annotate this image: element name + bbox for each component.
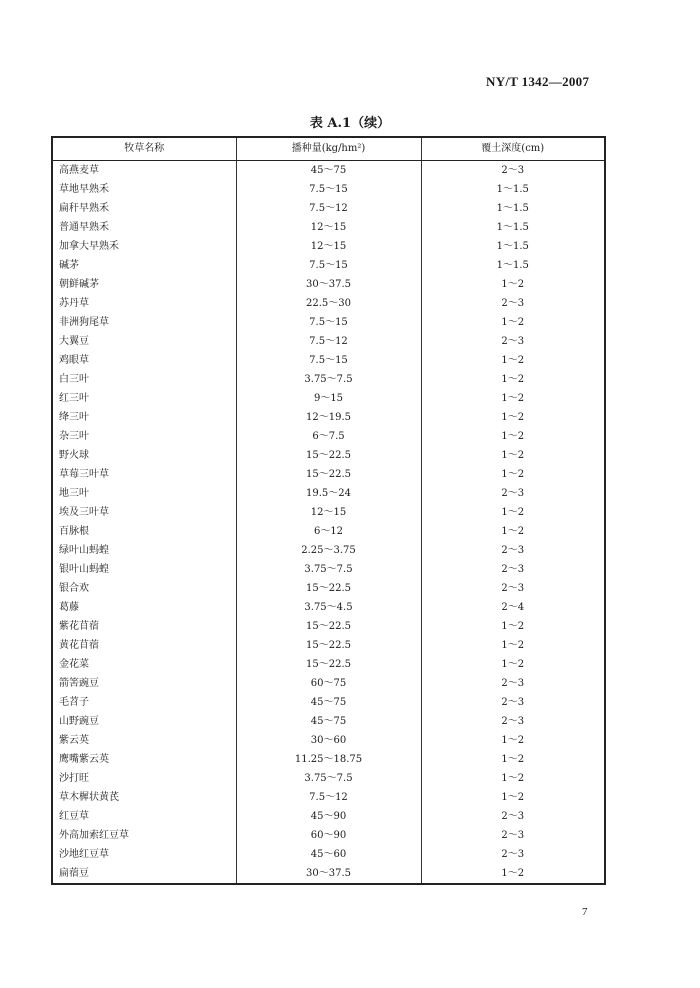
cell-cover-depth: 1～2 bbox=[421, 370, 605, 389]
cell-cover-depth: 2～3 bbox=[421, 161, 605, 181]
cell-forage-name: 山野豌豆 bbox=[52, 712, 236, 731]
table-row bbox=[52, 370, 605, 389]
cell-seeding-rate: 7.5～15 bbox=[236, 180, 421, 199]
cell-seeding-rate: 15～22.5 bbox=[236, 446, 421, 465]
cell-forage-name: 碱茅 bbox=[52, 256, 236, 275]
cell-seeding-rate: 3.75～7.5 bbox=[236, 560, 421, 579]
table-row bbox=[52, 731, 605, 750]
table-row bbox=[52, 256, 605, 275]
cell-cover-depth: 1～2 bbox=[421, 522, 605, 541]
cell-cover-depth: 1～2 bbox=[421, 769, 605, 788]
cell-cover-depth: 1～2 bbox=[421, 275, 605, 294]
table-row bbox=[52, 389, 605, 408]
cell-forage-name: 沙打旺 bbox=[52, 769, 236, 788]
table-row bbox=[52, 712, 605, 731]
cell-forage-name: 鸡眼草 bbox=[52, 351, 236, 370]
cell-cover-depth: 2～3 bbox=[421, 826, 605, 845]
cell-seeding-rate: 45～75 bbox=[236, 161, 421, 181]
table-row bbox=[52, 655, 605, 674]
cell-forage-name: 白三叶 bbox=[52, 370, 236, 389]
cell-seeding-rate: 15～22.5 bbox=[236, 465, 421, 484]
cell-forage-name: 草木樨状黄芪 bbox=[52, 788, 236, 807]
forage-seeding-table bbox=[51, 136, 606, 885]
table-row bbox=[52, 541, 605, 560]
table-row bbox=[52, 617, 605, 636]
cell-cover-depth: 1～2 bbox=[421, 503, 605, 522]
cell-forage-name: 苏丹草 bbox=[52, 294, 236, 313]
column-header-seeding-rate: 播种量(kg/hm²) bbox=[236, 137, 421, 161]
cell-seeding-rate: 45～60 bbox=[236, 845, 421, 864]
cell-seeding-rate: 11.25～18.75 bbox=[236, 750, 421, 769]
table-row bbox=[52, 788, 605, 807]
cell-cover-depth: 1～2 bbox=[421, 446, 605, 465]
cell-forage-name: 外高加索红豆草 bbox=[52, 826, 236, 845]
table-row bbox=[52, 560, 605, 579]
table-row bbox=[52, 446, 605, 465]
cell-seeding-rate: 7.5～15 bbox=[236, 313, 421, 332]
cell-seeding-rate: 30～37.5 bbox=[236, 864, 421, 884]
cell-cover-depth: 1～1.5 bbox=[421, 237, 605, 256]
column-header-forage-name: 牧草名称 bbox=[52, 137, 236, 161]
cell-forage-name: 加拿大早熟禾 bbox=[52, 237, 236, 256]
cell-seeding-rate: 6～7.5 bbox=[236, 427, 421, 446]
table-row bbox=[52, 351, 605, 370]
cell-cover-depth: 2～3 bbox=[421, 294, 605, 313]
cell-forage-name: 银叶山蚂蝗 bbox=[52, 560, 236, 579]
cell-forage-name: 金花菜 bbox=[52, 655, 236, 674]
table-row bbox=[52, 218, 605, 237]
cell-forage-name: 毛苕子 bbox=[52, 693, 236, 712]
cell-seeding-rate: 45～75 bbox=[236, 693, 421, 712]
cell-cover-depth: 2～3 bbox=[421, 712, 605, 731]
table-row bbox=[52, 503, 605, 522]
column-header-cover-depth: 覆土深度(cm) bbox=[421, 137, 605, 161]
cell-cover-depth: 1～2 bbox=[421, 389, 605, 408]
cell-forage-name: 沙地红豆草 bbox=[52, 845, 236, 864]
cell-cover-depth: 1～2 bbox=[421, 313, 605, 332]
cell-cover-depth: 2～3 bbox=[421, 579, 605, 598]
cell-forage-name: 草莓三叶草 bbox=[52, 465, 236, 484]
cell-cover-depth: 2～3 bbox=[421, 541, 605, 560]
cell-seeding-rate: 6～12 bbox=[236, 522, 421, 541]
table-row bbox=[52, 294, 605, 313]
page-number: 7 bbox=[582, 906, 588, 918]
cell-cover-depth: 1～2 bbox=[421, 655, 605, 674]
table-row bbox=[52, 598, 605, 617]
cell-cover-depth: 1～1.5 bbox=[421, 180, 605, 199]
table-row bbox=[52, 199, 605, 218]
cell-seeding-rate: 12～15 bbox=[236, 503, 421, 522]
table-row bbox=[52, 332, 605, 351]
cell-forage-name: 黄花苜蓿 bbox=[52, 636, 236, 655]
cell-seeding-rate: 12～15 bbox=[236, 237, 421, 256]
table-row bbox=[52, 180, 605, 199]
cell-seeding-rate: 3.75～7.5 bbox=[236, 769, 421, 788]
cell-seeding-rate: 19.5～24 bbox=[236, 484, 421, 503]
cell-forage-name: 绿叶山蚂蝗 bbox=[52, 541, 236, 560]
cell-forage-name: 高燕麦草 bbox=[52, 161, 236, 181]
cell-cover-depth: 1～2 bbox=[421, 351, 605, 370]
cell-cover-depth: 2～3 bbox=[421, 807, 605, 826]
cell-forage-name: 红豆草 bbox=[52, 807, 236, 826]
table-row bbox=[52, 636, 605, 655]
cell-seeding-rate: 9～15 bbox=[236, 389, 421, 408]
cell-cover-depth: 1～1.5 bbox=[421, 199, 605, 218]
cell-seeding-rate: 22.5～30 bbox=[236, 294, 421, 313]
cell-seeding-rate: 3.75～7.5 bbox=[236, 370, 421, 389]
cell-seeding-rate: 60～90 bbox=[236, 826, 421, 845]
cell-forage-name: 银合欢 bbox=[52, 579, 236, 598]
table-row bbox=[52, 313, 605, 332]
cell-forage-name: 非洲狗尾草 bbox=[52, 313, 236, 332]
table-row bbox=[52, 769, 605, 788]
cell-cover-depth: 1～2 bbox=[421, 465, 605, 484]
cell-cover-depth: 2～3 bbox=[421, 560, 605, 579]
standard-code: NY/T 1342—2007 bbox=[486, 74, 590, 89]
cell-cover-depth: 1～1.5 bbox=[421, 256, 605, 275]
cell-cover-depth: 1～2 bbox=[421, 427, 605, 446]
cell-forage-name: 鹰嘴紫云英 bbox=[52, 750, 236, 769]
cell-seeding-rate: 12～15 bbox=[236, 218, 421, 237]
cell-seeding-rate: 45～75 bbox=[236, 712, 421, 731]
cell-seeding-rate: 15～22.5 bbox=[236, 579, 421, 598]
table-row bbox=[52, 484, 605, 503]
cell-forage-name: 扁秆早熟禾 bbox=[52, 199, 236, 218]
table-row bbox=[52, 522, 605, 541]
cell-seeding-rate: 15～22.5 bbox=[236, 655, 421, 674]
table-row bbox=[52, 237, 605, 256]
cell-forage-name: 葛藤 bbox=[52, 598, 236, 617]
cell-seeding-rate: 60～75 bbox=[236, 674, 421, 693]
table-row bbox=[52, 427, 605, 446]
cell-forage-name: 紫云英 bbox=[52, 731, 236, 750]
cell-seeding-rate: 12～19.5 bbox=[236, 408, 421, 427]
cell-seeding-rate: 7.5～12 bbox=[236, 788, 421, 807]
cell-cover-depth: 2～3 bbox=[421, 693, 605, 712]
cell-cover-depth: 2～3 bbox=[421, 484, 605, 503]
table-title: 表 A.1（续） bbox=[309, 116, 391, 131]
cell-forage-name: 地三叶 bbox=[52, 484, 236, 503]
cell-seeding-rate: 45～90 bbox=[236, 807, 421, 826]
cell-cover-depth: 2～4 bbox=[421, 598, 605, 617]
table-row bbox=[52, 845, 605, 864]
cell-cover-depth: 2～3 bbox=[421, 845, 605, 864]
table-row bbox=[52, 807, 605, 826]
cell-seeding-rate: 15～22.5 bbox=[236, 617, 421, 636]
cell-cover-depth: 1～2 bbox=[421, 636, 605, 655]
cell-cover-depth: 2～3 bbox=[421, 332, 605, 351]
cell-forage-name: 草地早熟禾 bbox=[52, 180, 236, 199]
table-body bbox=[52, 161, 605, 885]
table-row bbox=[52, 826, 605, 845]
cell-cover-depth: 1～2 bbox=[421, 408, 605, 427]
cell-forage-name: 埃及三叶草 bbox=[52, 503, 236, 522]
cell-cover-depth: 2～3 bbox=[421, 674, 605, 693]
cell-seeding-rate: 2.25～3.75 bbox=[236, 541, 421, 560]
table-row bbox=[52, 864, 605, 884]
cell-forage-name: 箭筈豌豆 bbox=[52, 674, 236, 693]
cell-cover-depth: 1～2 bbox=[421, 731, 605, 750]
cell-seeding-rate: 7.5～15 bbox=[236, 256, 421, 275]
cell-cover-depth: 1～1.5 bbox=[421, 218, 605, 237]
cell-seeding-rate: 7.5～12 bbox=[236, 332, 421, 351]
cell-cover-depth: 1～2 bbox=[421, 617, 605, 636]
table-row bbox=[52, 408, 605, 427]
cell-forage-name: 杂三叶 bbox=[52, 427, 236, 446]
table-header-row bbox=[52, 137, 605, 161]
cell-forage-name: 扁蓿豆 bbox=[52, 864, 236, 884]
table-row bbox=[52, 579, 605, 598]
cell-seeding-rate: 30～37.5 bbox=[236, 275, 421, 294]
cell-seeding-rate: 30～60 bbox=[236, 731, 421, 750]
cell-cover-depth: 1～2 bbox=[421, 750, 605, 769]
cell-forage-name: 普通早熟禾 bbox=[52, 218, 236, 237]
cell-seeding-rate: 7.5～12 bbox=[236, 199, 421, 218]
cell-forage-name: 朝鲜碱茅 bbox=[52, 275, 236, 294]
table-row bbox=[52, 275, 605, 294]
cell-seeding-rate: 15～22.5 bbox=[236, 636, 421, 655]
cell-forage-name: 红三叶 bbox=[52, 389, 236, 408]
table-row bbox=[52, 674, 605, 693]
cell-forage-name: 绛三叶 bbox=[52, 408, 236, 427]
cell-cover-depth: 1～2 bbox=[421, 788, 605, 807]
table-row bbox=[52, 693, 605, 712]
cell-seeding-rate: 7.5～15 bbox=[236, 351, 421, 370]
table-row bbox=[52, 465, 605, 484]
table-row bbox=[52, 161, 605, 181]
cell-seeding-rate: 3.75～4.5 bbox=[236, 598, 421, 617]
cell-forage-name: 百脉根 bbox=[52, 522, 236, 541]
cell-cover-depth: 1～2 bbox=[421, 864, 605, 884]
table-row bbox=[52, 750, 605, 769]
cell-forage-name: 大翼豆 bbox=[52, 332, 236, 351]
cell-forage-name: 野火球 bbox=[52, 446, 236, 465]
cell-forage-name: 紫花苜蓿 bbox=[52, 617, 236, 636]
